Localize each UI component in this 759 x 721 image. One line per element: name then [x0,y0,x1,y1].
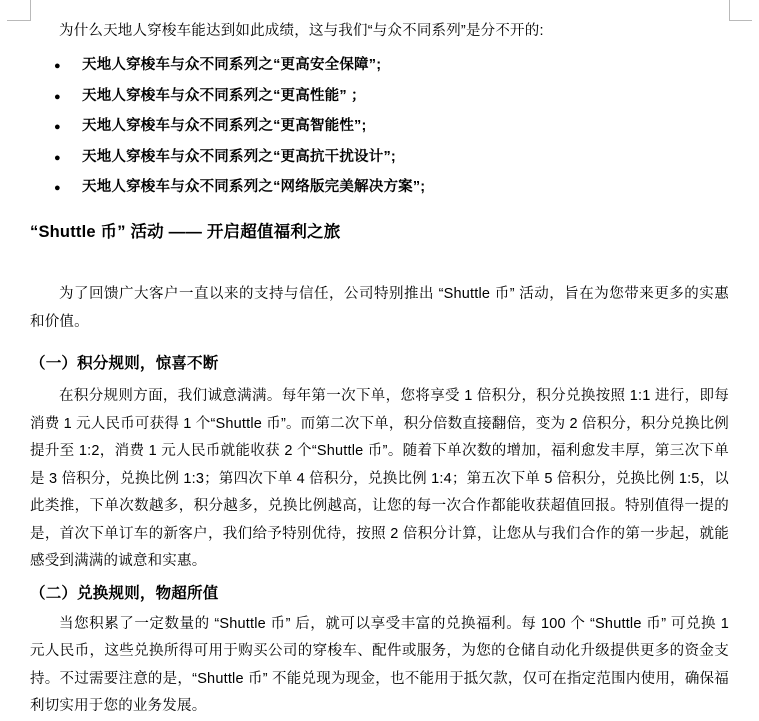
bullet-icon: ● [54,60,61,72]
list-item [30,174,729,201]
margin-corner-mark-top-left [7,0,31,21]
exchange-rules-heading: （二）兑换规则，物超所值 [30,584,219,602]
list-item [30,52,729,79]
bullet-label: 天地人穿梭车与众不同系列之“更高智能性”; [82,118,367,134]
list-item [30,113,729,140]
exchange-rules-paragraph: 当您积累了一定数量的 “Shuttle 币” 后，就可以享受丰富的兑换福利。每 100 个 “Shuttle 币” 可兑换 1 元人民币，这些兑换所得可用于购买公司的穿梭车、配件或服务，为您的仓储自动化升级提供更多的资金支持。不过需要注意的是，“Shuttle 币” 不能兑现为现金，也不能用于抵欠款，仅可在指定范围内使用，确保福利切实用于您的业务发展。 [30,615,729,714]
promo-lead-paragraph: 为了回馈广大客户一直以来的支持与信任，公司特别推出 “Shuttle 币” 活动，旨在为您带来更多的实惠和价值。 [30,286,729,330]
feature-bullet-list [30,52,729,201]
bullet-label: 天地人穿梭车与众不同系列之“网络版完美解决方案”; [82,179,426,195]
points-rules-paragraph: 在积分规则方面，我们诚意满满。每年第一次下单，您将享受 1 倍积分，积分兑换按照 1:1 进行，即每消费 1 元人民币可获得 1 个“Shuttle 币”。而第二次下单，积分倍数直接翻倍，变为 2 倍积分，积分兑换比例提升至 1:2，消费 1 元人民币就能收获 2 个“Shuttle 币”。随着下单次数的增加，福利愈发丰厚，第三次下单是 3 倍积分，兑换比例 1:3；第四次下单 4 倍积分，兑换比例 1:4；第五次下单 5 倍积分，兑换比例 1:5，以此类推，下单次数越多，积分越多，兑换比例越高，让您的每一次合作都能收获超值回报。特别值得一提的是，首次下单订车的新客户，我们给予特别优待，按照 2 倍积分计算，让您从与我们合作的第一步起，就能感受到满满的诚意和实惠。 [30,388,729,569]
promo-title: “Shuttle 币” 活动 —— 开启超值福利之旅 [30,223,341,241]
bullet-icon: ● [54,151,61,164]
bullet-label: 天地人穿梭车与众不同系列之“更高抗干扰设计”; [82,148,396,165]
bullet-icon: ● [54,90,61,103]
bullet-label: 天地人穿梭车与众不同系列之“更高安全保障”; [82,57,382,73]
list-item [30,83,729,110]
bullet-icon: ● [54,182,61,194]
list-item [30,144,729,171]
bullet-icon: ● [54,121,61,133]
intro-paragraph: 为什么天地人穿梭车能达到如此成绩，这与我们“与众不同系列”是分不开的: [59,23,544,39]
margin-corner-mark-top-right [729,0,752,21]
bullet-label: 天地人穿梭车与众不同系列之“更高性能” ； [82,87,366,104]
points-rules-heading: （一）积分规则，惊喜不断 [30,355,219,372]
